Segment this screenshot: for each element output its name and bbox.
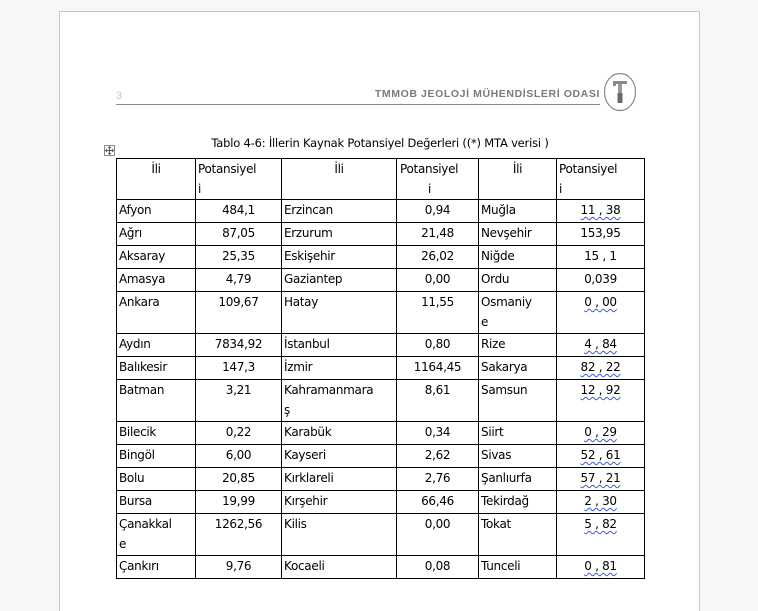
header-label: İli	[151, 162, 161, 176]
potential-cell	[557, 468, 645, 491]
table-row	[117, 334, 645, 357]
province-cell	[479, 556, 557, 579]
province-cell	[117, 200, 196, 223]
header-label-line1: Potansiyel	[559, 162, 618, 176]
potential-cell	[557, 556, 645, 579]
potential-cell	[397, 380, 479, 422]
potential-cell	[557, 422, 645, 445]
province-cell	[117, 357, 196, 380]
potential-cell	[557, 292, 645, 334]
potential-cell-text: 4,79	[225, 272, 252, 286]
province-cell	[479, 514, 557, 556]
potential-cell	[557, 200, 645, 223]
potential-cell	[397, 422, 479, 445]
province-cell-text: Çankırı	[119, 559, 159, 573]
table-row	[117, 445, 645, 468]
province-cell	[479, 269, 557, 292]
province-cell-text: Eskişehir	[284, 249, 335, 263]
province-cell	[479, 468, 557, 491]
potential-cell-text: 66,46	[421, 494, 454, 508]
spellcheck-flagged-value: 57 , 21	[580, 471, 621, 485]
spellcheck-flagged-value: 5 , 82	[584, 517, 617, 531]
province-cell	[282, 556, 397, 579]
province-cell	[479, 422, 557, 445]
header-label-line2: i	[428, 182, 432, 196]
province-cell-text: Nevşehir	[481, 226, 532, 240]
potential-cell	[196, 422, 282, 445]
header-label-line1: Potansiyel	[198, 162, 257, 176]
potential-cell-text: 26,02	[421, 249, 454, 263]
province-cell-text: Ankara	[119, 295, 160, 309]
province-cell	[479, 292, 557, 334]
header-province-2	[282, 159, 397, 200]
province-cell-text: Kırşehir	[284, 494, 328, 508]
potential-cell	[397, 468, 479, 491]
potential-cell	[196, 200, 282, 223]
potential-cell-text: 0,80	[424, 337, 451, 351]
table-caption: Tablo 4-6: İllerin Kaynak Potansiyel Değerleri ((*) MTA verisi )	[211, 136, 549, 150]
province-cell-text: Erzurum	[284, 226, 333, 240]
table-row	[117, 556, 645, 579]
spellcheck-flagged-value: 0 , 81	[584, 559, 617, 573]
province-cell-text: Tekirdağ	[481, 494, 529, 508]
potential-cell	[397, 200, 479, 223]
province-cell-text: Osmaniy e	[481, 295, 532, 329]
potential-cell-text: 0,22	[225, 425, 252, 439]
province-cell-text: Sakarya	[481, 360, 528, 374]
province-cell-text: Ordu	[481, 272, 510, 286]
potential-cell	[397, 445, 479, 468]
potential-cell-text: 484,1	[222, 203, 255, 217]
potential-cell-text: 0,34	[424, 425, 451, 439]
potential-cell	[397, 246, 479, 269]
spellcheck-flagged-value: 12 , 92	[580, 383, 621, 397]
table-row	[117, 491, 645, 514]
table-row	[117, 380, 645, 422]
potential-cell-text: 20,85	[222, 471, 255, 485]
province-cell	[282, 200, 397, 223]
table-row	[117, 468, 645, 491]
province-cell-text: İzmir	[284, 360, 313, 374]
header-label	[198, 159, 279, 199]
potential-cell	[397, 556, 479, 579]
potential-cell	[557, 223, 645, 246]
spellcheck-flagged-value: 4 , 84	[584, 337, 617, 351]
province-cell	[117, 468, 196, 491]
province-cell-text: Ağrı	[119, 226, 142, 240]
potential-cell-text: 87,05	[222, 226, 255, 240]
province-cell-text: Niğde	[481, 249, 515, 263]
spellcheck-flagged-value: 0 , 00	[584, 295, 617, 309]
province-cell	[282, 468, 397, 491]
potential-cell-text: 3,21	[225, 383, 252, 397]
potential-cell	[557, 269, 645, 292]
header-province-1	[117, 159, 196, 200]
potential-cell	[196, 556, 282, 579]
province-cell	[479, 223, 557, 246]
province-cell-text: Bilecik	[119, 425, 157, 439]
header-potential-1	[196, 159, 282, 200]
province-cell-text: Kocaeli	[284, 559, 325, 573]
province-cell-text: Gaziantep	[284, 272, 343, 286]
table-row	[117, 292, 645, 334]
province-cell-text: Tokat	[481, 517, 511, 531]
potential-cell	[196, 334, 282, 357]
province-cell	[479, 334, 557, 357]
potential-cell	[557, 334, 645, 357]
header-label	[559, 159, 642, 199]
potential-cell	[557, 445, 645, 468]
potential-cell	[196, 292, 282, 334]
province-cell-text: Hatay	[284, 295, 319, 309]
potential-cell	[557, 491, 645, 514]
potential-cell-text: 153,95	[580, 226, 621, 240]
province-cell	[117, 422, 196, 445]
province-cell-text: İstanbul	[284, 337, 330, 351]
table-row	[117, 269, 645, 292]
table-row	[117, 422, 645, 445]
province-cell	[282, 422, 397, 445]
potential-cell	[557, 246, 645, 269]
potential-cell	[196, 269, 282, 292]
potential-cell-text: 147,3	[222, 360, 255, 374]
province-potential-table	[116, 158, 645, 579]
table-row	[117, 200, 645, 223]
potential-cell-text: 0,00	[424, 517, 451, 531]
province-cell-text: Kilis	[284, 517, 307, 531]
province-cell-text: Sivas	[481, 448, 512, 462]
province-cell-text: Karabük	[284, 425, 332, 439]
header-label: İli	[334, 162, 344, 176]
spellcheck-flagged-value: 2 , 30	[584, 494, 617, 508]
move-arrows-icon	[105, 146, 114, 155]
header-label-line1: Potansiyel	[400, 162, 459, 176]
province-cell	[479, 445, 557, 468]
province-cell-text: Samsun	[481, 383, 528, 397]
table-row	[117, 357, 645, 380]
province-cell-text: Bursa	[119, 494, 152, 508]
province-cell	[117, 380, 196, 422]
potential-cell-text: 0,94	[424, 203, 451, 217]
table-row	[117, 223, 645, 246]
province-cell	[282, 246, 397, 269]
header-label-line2: i	[198, 182, 202, 196]
potential-cell	[196, 380, 282, 422]
province-cell	[282, 357, 397, 380]
header-label-line2: i	[559, 182, 563, 196]
potential-cell-text: 19,99	[222, 494, 255, 508]
potential-cell	[397, 491, 479, 514]
potential-cell-text: 109,67	[218, 295, 259, 309]
province-cell-text: Aydın	[119, 337, 151, 351]
province-cell	[117, 292, 196, 334]
potential-cell-text: 0,00	[424, 272, 451, 286]
province-cell	[117, 445, 196, 468]
table-row	[117, 246, 645, 269]
province-cell-text: Bingöl	[119, 448, 155, 462]
potential-cell	[397, 334, 479, 357]
potential-cell-text: 1164,45	[413, 360, 462, 374]
province-cell-text: Afyon	[119, 203, 152, 217]
table-move-handle[interactable]	[104, 145, 115, 156]
province-cell-text: Erzincan	[284, 203, 333, 217]
potential-cell-text: 0,08	[424, 559, 451, 573]
province-cell	[479, 380, 557, 422]
province-cell	[479, 357, 557, 380]
province-cell	[117, 334, 196, 357]
province-cell	[117, 269, 196, 292]
potential-cell	[196, 445, 282, 468]
province-cell-text: Kayseri	[284, 448, 326, 462]
province-cell	[282, 491, 397, 514]
province-cell-text: Tunceli	[481, 559, 521, 573]
province-cell-text: Bolu	[119, 471, 145, 485]
spellcheck-flagged-value: 82 , 22	[580, 360, 621, 374]
potential-cell	[196, 514, 282, 556]
header-province-3	[479, 159, 557, 200]
potential-cell	[397, 514, 479, 556]
page-number: 3	[116, 90, 123, 102]
potential-cell-text: 7834,92	[214, 337, 263, 351]
potential-cell-text: 6,00	[225, 448, 252, 462]
province-cell-text: Balıkesir	[119, 360, 167, 374]
province-cell-text: Batman	[119, 383, 165, 397]
province-cell	[282, 380, 397, 422]
province-cell	[117, 514, 196, 556]
province-cell	[479, 246, 557, 269]
province-cell	[282, 223, 397, 246]
potential-cell-text: 15 , 1	[584, 249, 617, 263]
province-cell	[117, 556, 196, 579]
province-cell-text: Siirt	[481, 425, 504, 439]
province-cell-text: Amasya	[119, 272, 166, 286]
potential-cell-text: 2,62	[424, 448, 451, 462]
potential-cell	[397, 269, 479, 292]
header-label: İli	[512, 162, 523, 176]
header-potential-2	[397, 159, 479, 200]
spellcheck-flagged-value: 0 , 29	[584, 425, 617, 439]
potential-cell-text: 9,76	[225, 559, 252, 573]
province-cell-text: Çanakkal e	[119, 517, 172, 551]
province-cell-text: Şanlıurfa	[481, 471, 532, 485]
potential-cell	[196, 468, 282, 491]
spellcheck-flagged-value: 52 , 61	[580, 448, 621, 462]
potential-cell	[196, 223, 282, 246]
province-cell-text: Kahramanmara ş	[284, 383, 374, 417]
province-cell	[282, 514, 397, 556]
potential-cell	[196, 246, 282, 269]
potential-cell-text: 11,55	[421, 295, 454, 309]
potential-cell	[397, 292, 479, 334]
potential-cell	[196, 491, 282, 514]
potential-cell-text: 1262,56	[214, 517, 263, 531]
province-cell	[282, 445, 397, 468]
province-cell	[282, 292, 397, 334]
potential-cell-text: 25,35	[222, 249, 255, 263]
potential-cell-text: 21,48	[421, 226, 454, 240]
province-cell	[282, 269, 397, 292]
potential-cell	[557, 514, 645, 556]
province-cell	[117, 246, 196, 269]
province-cell	[117, 491, 196, 514]
province-cell-text: Aksaray	[119, 249, 166, 263]
rock-hammer-logo-icon	[603, 72, 637, 112]
header-label	[400, 159, 476, 199]
potential-cell	[397, 223, 479, 246]
potential-cell	[196, 357, 282, 380]
header-rule	[116, 104, 600, 105]
potential-cell	[557, 357, 645, 380]
potential-cell-text: 0,039	[584, 272, 617, 286]
province-cell	[117, 223, 196, 246]
province-cell	[282, 334, 397, 357]
province-cell-text: Rize	[481, 337, 506, 351]
province-cell-text: Kırklareli	[284, 471, 334, 485]
header-potential-3	[557, 159, 645, 200]
potential-cell-text: 8,61	[424, 383, 451, 397]
header-organization-title: TMMOB JEOLOJİ MÜHENDİSLERİ ODASI	[374, 88, 600, 100]
potential-cell-text: 2,76	[424, 471, 451, 485]
table-row	[117, 514, 645, 556]
province-cell	[479, 491, 557, 514]
potential-cell	[397, 357, 479, 380]
potential-cell	[557, 380, 645, 422]
spellcheck-flagged-value: 11 , 38	[580, 203, 621, 217]
province-cell-text: Muğla	[481, 203, 516, 217]
table-header-row	[117, 159, 645, 200]
province-cell	[479, 200, 557, 223]
